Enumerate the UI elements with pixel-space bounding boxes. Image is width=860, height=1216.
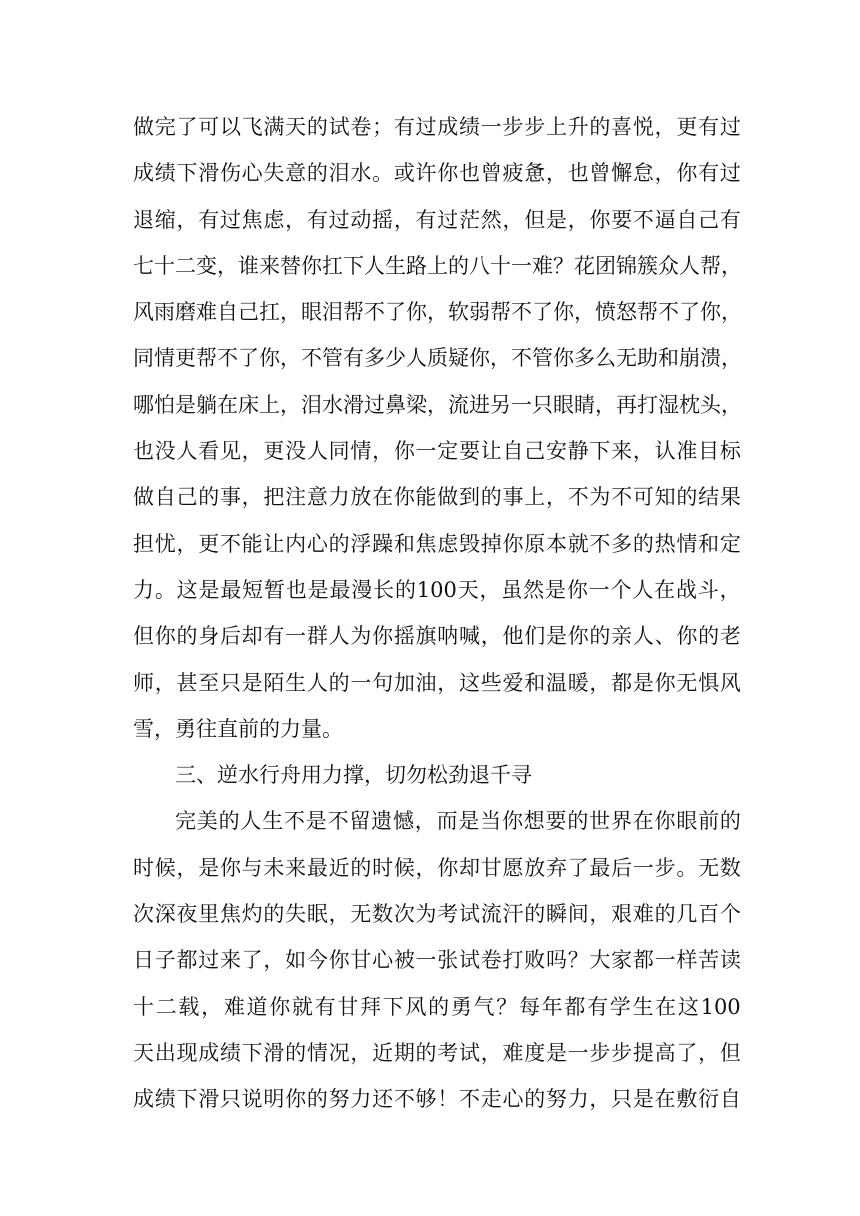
text-line: 日 子 都 过 来 了 ， 如 今 你 甘 心 被 一 张 试 卷 打 败 吗 ？ 大 家 都 一 样 苦 读	[133, 948, 741, 973]
text-line: 七 十 二 变 ， 谁 来 替 你 扛 下 人 生 路 上 的 八 十 一 难 ？ 花 团 锦 簇 众 人 帮 ，	[133, 253, 742, 278]
text-line: 风 雨 磨 难 自 己 扛 ， 眼 泪 帮 不 了 你 ， 软 弱 帮 不 了 你 ， 愤 怒 帮 不 了 你 ，	[133, 300, 742, 325]
document-body	[133, 104, 741, 1123]
paragraph-first-line: 完 美 的 人 生 不 是 不 留 遗 憾 ， 而 是 当 你 想 要 的 世 界 在 你 眼 前 的	[175, 809, 741, 834]
paragraph-end-line: 雪，勇往直前的力量。	[133, 716, 343, 741]
text-line: 成 绩 下 滑 只 说 明 你 的 努 力 还 不 够 ！ 不 走 心 的 努 力 ， 只 是 在 敷 衍 自	[133, 1087, 741, 1112]
section-heading: 三、逆水行舟用力撑，切勿松劲退千寻	[175, 763, 532, 788]
text-line: 哪 怕 是 躺 在 床 上 ， 泪 水 滑 过 鼻 梁 ， 流 进 另 一 只 眼 睛 ， 再 打 湿 枕 头 ，	[133, 392, 742, 417]
text-line: 力 。 这 是 最 短 暂 也 是 最 漫 长 的 100 天 ， 虽 然 是 你 一 个 人 在 战 斗 ，	[133, 577, 741, 602]
text-line: 十 二 载 ， 难 道 你 就 有 甘 拜 下 风 的 勇 气 ？ 每 年 都 有 学 生 在 这 100	[133, 994, 741, 1019]
text-line: 师 ， 甚 至 只 是 陌 生 人 的 一 句 加 油 ， 这 些 爱 和 温 暖 ， 都 是 你 无 惧 风	[133, 670, 741, 695]
text-line: 次 深 夜 里 焦 灼 的 失 眠 ， 无 数 次 为 考 试 流 汗 的 瞬 间 ， 艰 难 的 几 百 个	[133, 902, 741, 927]
text-line: 也 没 人 看 见 ， 更 没 人 同 情 ， 你 一 定 要 让 自 己 安 静 下 来 ， 认 准 目 标	[133, 439, 741, 464]
text-line: 做 自 己 的 事 ， 把 注 意 力 放 在 你 能 做 到 的 事 上 ， 不 为 不 可 知 的 结 果	[133, 485, 741, 510]
text-line: 成 绩 下 滑 伤 心 失 意 的 泪 水 。 或 许 你 也 曾 疲 惫 ， 也 曾 懈 怠 ， 你 有 过	[133, 161, 741, 186]
text-line: 同 情 更 帮 不 了 你 ， 不 管 有 多 少 人 质 疑 你 ， 不 管 你 多 么 无 助 和 崩 溃 ，	[133, 346, 742, 371]
text-line: 做 完 了 可 以 飞 满 天 的 试 卷 ； 有 过 成 绩 一 步 步 上 升 的 喜 悦 ， 更 有 过	[133, 115, 741, 139]
text-line: 担 忧 ， 更 不 能 让 内 心 的 浮 躁 和 焦 虑 毁 掉 你 原 本 就 不 多 的 热 情 和 定	[133, 531, 741, 556]
text-line: 时 候 ， 是 你 与 未 来 最 近 的 时 候 ， 你 却 甘 愿 放 弃 了 最 后 一 步 。 无 数	[133, 855, 741, 880]
text-line: 退 缩 ， 有 过 焦 虑 ， 有 过 动 摇 ， 有 过 茫 然 ， 但 是 ， 你 要 不 逼 自 己 有	[133, 207, 741, 232]
text-line: 天 出 现 成 绩 下 滑 的 情 况 ， 近 期 的 考 试 ， 难 度 是 一 步 步 提 高 了 ， 但	[133, 1040, 741, 1065]
text-line: 但 你 的 身 后 却 有 一 群 人 为 你 摇 旗 呐 喊 ， 他 们 是 你 的 亲 人 、 你 的 老	[133, 624, 741, 649]
